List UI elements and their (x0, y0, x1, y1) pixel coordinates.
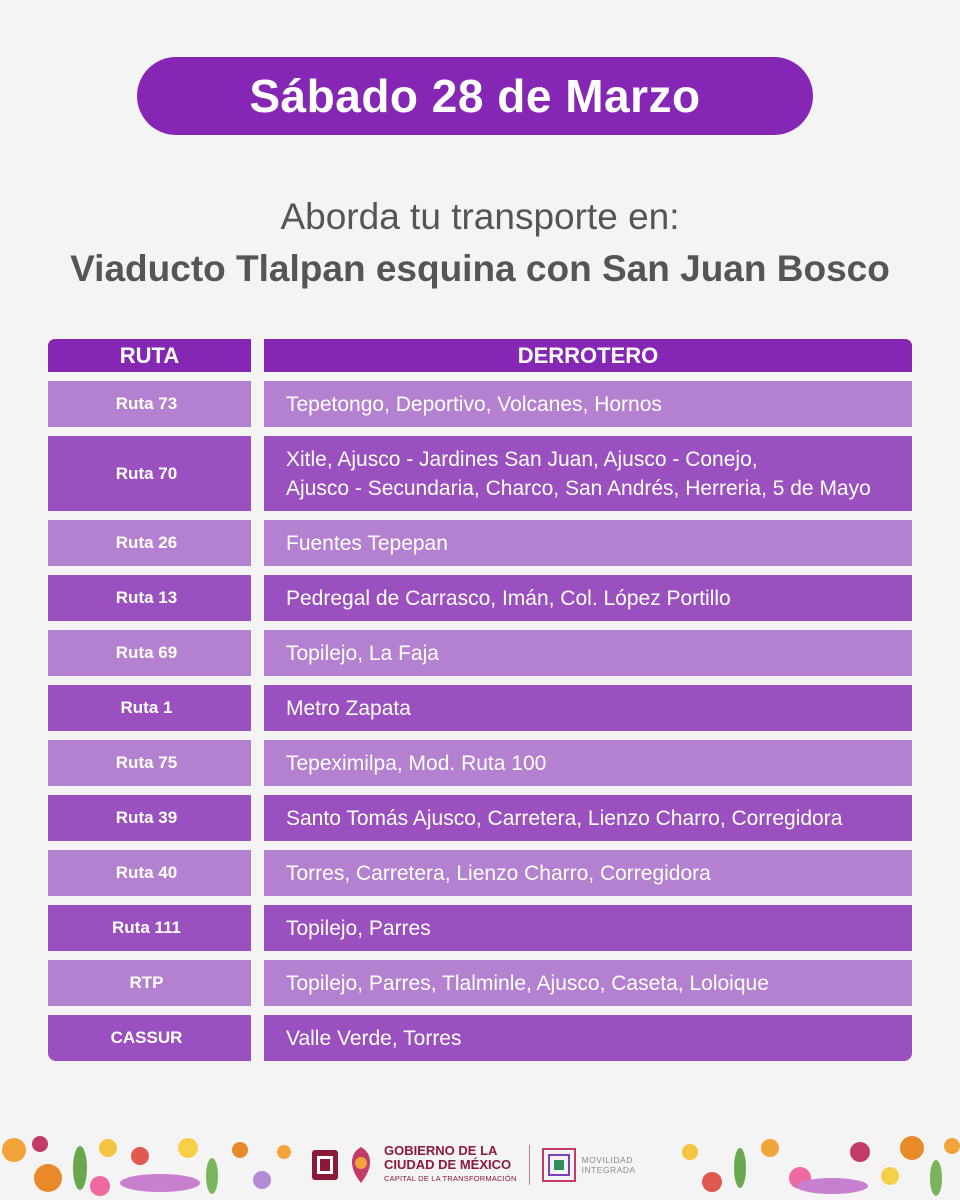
footer (0, 1128, 960, 1200)
gov-line-1: GOBIERNO DE LA (384, 1143, 498, 1158)
derrotero-cell (264, 436, 912, 511)
derrotero-line: Pedregal de Carrasco, Imán, Col. López Portillo (286, 586, 731, 610)
ruta-cell: Ruta 69 (48, 630, 251, 676)
ruta-cell: CASSUR (48, 1015, 251, 1061)
derrotero-lines (286, 804, 842, 833)
derrotero-cell (264, 960, 912, 1006)
mov-line-1: MOVILIDAD (581, 1155, 633, 1165)
movilidad-text (582, 1155, 636, 1175)
derrotero-lines (286, 639, 439, 668)
derrotero-line: Topilejo, Parres (286, 916, 431, 940)
derrotero-lines (286, 859, 711, 888)
derrotero-lines (286, 749, 546, 778)
header-ruta: RUTA (48, 339, 251, 372)
ruta-cell: Ruta 13 (48, 575, 251, 621)
derrotero-line: Topilejo, Parres, Tlalminle, Ajusco, Caseta, Loloique (286, 971, 769, 995)
derrotero-lines (286, 529, 448, 558)
ruta-cell: Ruta 1 (48, 685, 251, 731)
derrotero-line: Fuentes Tepepan (286, 531, 448, 555)
derrotero-cell (264, 850, 912, 896)
cdmx-shield-icon (310, 1148, 340, 1182)
date-label: Sábado 28 de Marzo (249, 70, 701, 122)
derrotero-cell (264, 630, 912, 676)
derrotero-lines (286, 969, 769, 998)
derrotero-lines (286, 445, 871, 503)
date-banner (137, 57, 813, 135)
derrotero-cell (264, 905, 912, 951)
logo-divider (529, 1145, 530, 1185)
derrotero-cell (264, 740, 912, 786)
derrotero-cell (264, 685, 912, 731)
derrotero-line: Torres, Carretera, Lienzo Charro, Corregidora (286, 861, 711, 885)
intro-block (0, 193, 960, 293)
cdmx-emblem-icon (346, 1145, 376, 1185)
derrotero-lines (286, 584, 731, 613)
derrotero-lines (286, 390, 662, 419)
logos (310, 1142, 636, 1188)
derrotero-lines (286, 694, 411, 723)
ruta-cell: Ruta 39 (48, 795, 251, 841)
ruta-cell: RTP (48, 960, 251, 1006)
derrotero-cell (264, 795, 912, 841)
gov-line-3: CAPITAL DE LA TRANSFORMACIÓN (384, 1174, 517, 1183)
derrotero-lines (286, 914, 431, 943)
ruta-cell: Ruta 26 (48, 520, 251, 566)
derrotero-line: Ajusco - Secundaria, Charco, San Andrés, Herreria, 5 de Mayo (286, 476, 871, 500)
gov-logo-text (384, 1144, 517, 1186)
ruta-cell: Ruta 73 (48, 381, 251, 427)
derrotero-line: Topilejo, La Faja (286, 641, 439, 665)
ruta-cell: Ruta 40 (48, 850, 251, 896)
derrotero-line: Valle Verde, Torres (286, 1026, 462, 1050)
ruta-cell: Ruta 75 (48, 740, 251, 786)
header-derrotero: DERROTERO (264, 339, 912, 372)
derrotero-line: Tepeximilpa, Mod. Ruta 100 (286, 751, 547, 775)
ruta-cell: Ruta 70 (48, 436, 251, 511)
derrotero-cell (264, 520, 912, 566)
derrotero-cell (264, 1015, 912, 1061)
ruta-cell: Ruta 111 (48, 905, 251, 951)
derrotero-line: Metro Zapata (286, 696, 411, 720)
derrotero-cell (264, 575, 912, 621)
derrotero-line: Xitle, Ajusco - Jardines San Juan, Ajusco - Conejo, (286, 447, 758, 471)
intro-line-1: Aborda tu transporte en: (280, 196, 680, 237)
derrotero-lines (286, 1024, 462, 1053)
derrotero-line: Tepetongo, Deportivo, Volcanes, Hornos (286, 392, 662, 416)
derrotero-line: Santo Tomás Ajusco, Carretera, Lienzo Charro, Corregidora (286, 806, 843, 830)
derrotero-cell (264, 381, 912, 427)
intro-location: Viaducto Tlalpan esquina con San Juan Bosco (70, 248, 890, 289)
gov-line-2: CIUDAD DE MÉXICO (384, 1157, 512, 1172)
mov-line-2: INTEGRADA (581, 1165, 636, 1175)
movilidad-logo-icon (542, 1148, 576, 1182)
